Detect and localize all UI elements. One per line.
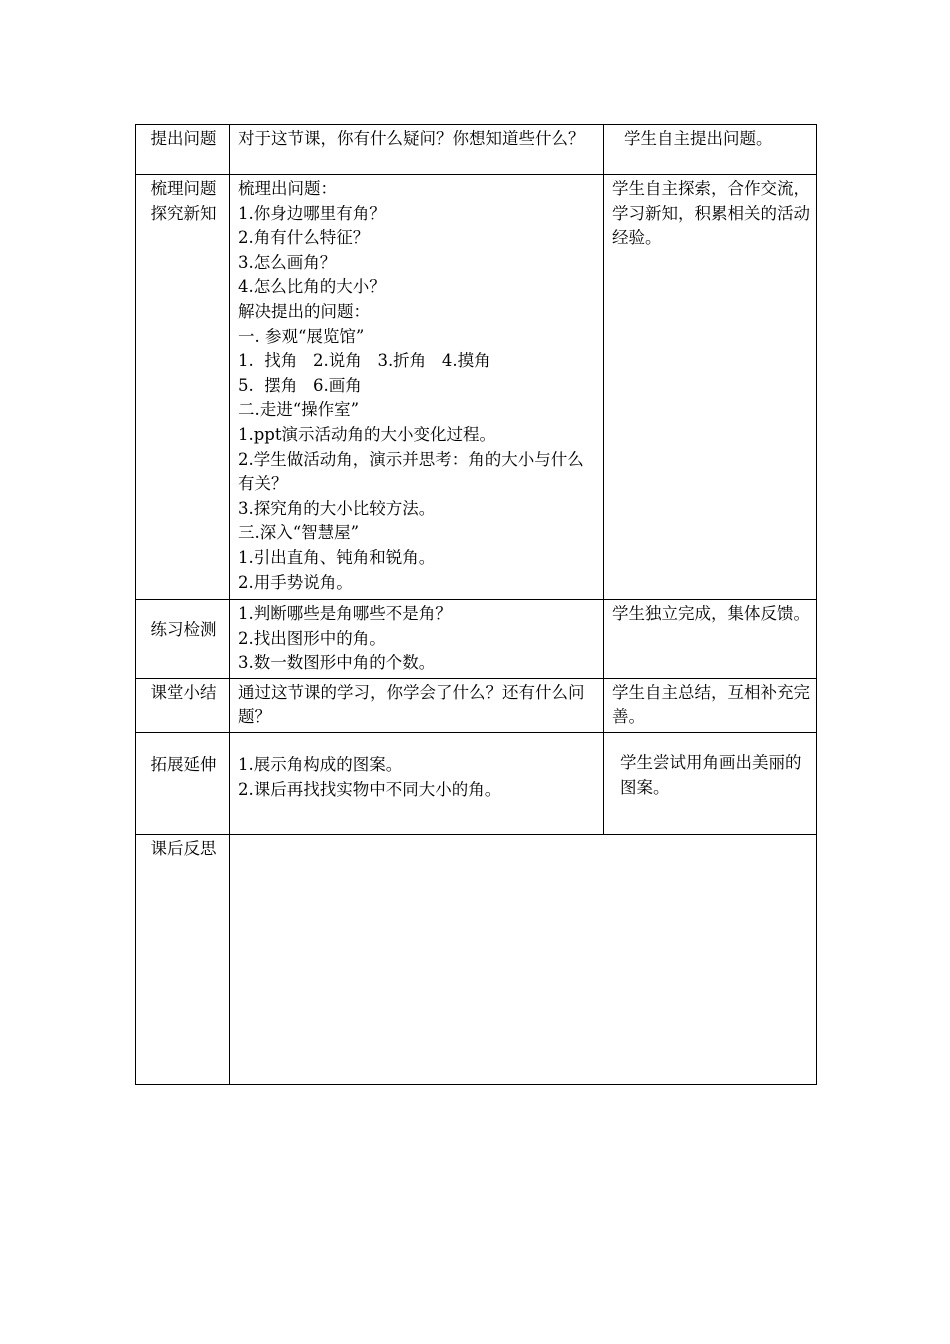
- note-cell: [604, 678, 817, 732]
- content-line: 1.判断哪些是角哪些不是角？: [238, 604, 452, 623]
- row-label-cell: [136, 175, 230, 600]
- content-line: 2.课后再找找实物中不同大小的角。: [238, 779, 502, 799]
- content-cell: [230, 175, 604, 600]
- row-label-cell: [136, 678, 230, 732]
- row-label: 探究新知: [150, 203, 217, 223]
- content-cell: [230, 125, 604, 175]
- note-text: 学生自主提出问题。: [624, 129, 773, 148]
- row-label-cell: [136, 125, 230, 175]
- content-line: 对于这节课，你有什么疑问？你想知道些什么？: [238, 129, 585, 148]
- table-row: [136, 732, 817, 834]
- note-text: 学生自主总结，互相补充完善。: [612, 682, 810, 727]
- content-line: 梳理出问题：: [238, 179, 337, 198]
- content-line: 3.探究角的大小比较方法。: [238, 498, 436, 518]
- content-line: 1.引出直角、钝角和锐角。: [238, 547, 436, 567]
- lesson-plan-table: [135, 124, 817, 1085]
- content-line: 2.用手势说角。: [238, 572, 353, 592]
- table-row: [136, 600, 817, 679]
- content-line: 3.数一数图形中角的个数。: [238, 653, 436, 673]
- row-label: 拓展延伸: [150, 754, 217, 774]
- content-line: 1.展示角构成的图案。: [238, 754, 403, 774]
- note-text: 学生自主探索，合作交流，学习新知，积累相关的活动经验。: [612, 179, 810, 248]
- reflection-cell: [230, 834, 817, 1084]
- content-cell: [230, 732, 604, 834]
- content-cell: [230, 678, 604, 732]
- content-line: 1.你身边哪里有角？: [238, 203, 386, 223]
- content-line: 1. 找角 2.说角 3.折角 4.摸角: [238, 351, 491, 371]
- content-line: 3.怎么画角？: [238, 252, 337, 272]
- content-line: 2.找出图形中的角。: [238, 628, 386, 648]
- content-line: 4.怎么比角的大小？: [238, 277, 386, 297]
- table-row: [136, 125, 817, 175]
- note-cell: [604, 732, 817, 834]
- note-text: 学生独立完成，集体反馈。: [612, 604, 810, 623]
- content-line: 1.ppt演示活动角的大小变化过程。: [238, 424, 496, 444]
- row-label-cell: [136, 834, 230, 1084]
- row-label: 练习检测: [150, 620, 217, 639]
- content-line: 三.深入“智慧屋”: [238, 523, 360, 543]
- row-label-cell: [136, 732, 230, 834]
- row-label: 课堂小结: [150, 682, 217, 702]
- note-cell: [604, 125, 817, 175]
- content-line: 一. 参观“展览馆”: [238, 326, 365, 346]
- note-cell: [604, 175, 817, 600]
- table-row: [136, 175, 817, 600]
- row-label: 提出问题: [150, 129, 217, 148]
- content-line: 解决提出的问题：: [238, 301, 370, 321]
- content-cell: [230, 600, 604, 679]
- content-line: 2.学生做活动角，演示并思考：角的大小与什么有关？: [238, 449, 584, 494]
- note-cell: [604, 600, 817, 679]
- content-line: 5. 摆角 6.画角: [238, 375, 362, 395]
- row-label: 梳理问题: [150, 179, 217, 198]
- content-line: 2.角有什么特征？: [238, 228, 370, 248]
- row-label-cell: [136, 600, 230, 679]
- content-line: 通过这节课的学习，你学会了什么？还有什么问题？: [238, 682, 585, 727]
- table-row: [136, 678, 817, 732]
- table-row: [136, 834, 817, 1084]
- note-text: 学生尝试用角画出美丽的图案。: [620, 752, 802, 797]
- content-line: 二.走进“操作室”: [238, 400, 360, 420]
- row-label: 课后反思: [150, 838, 217, 858]
